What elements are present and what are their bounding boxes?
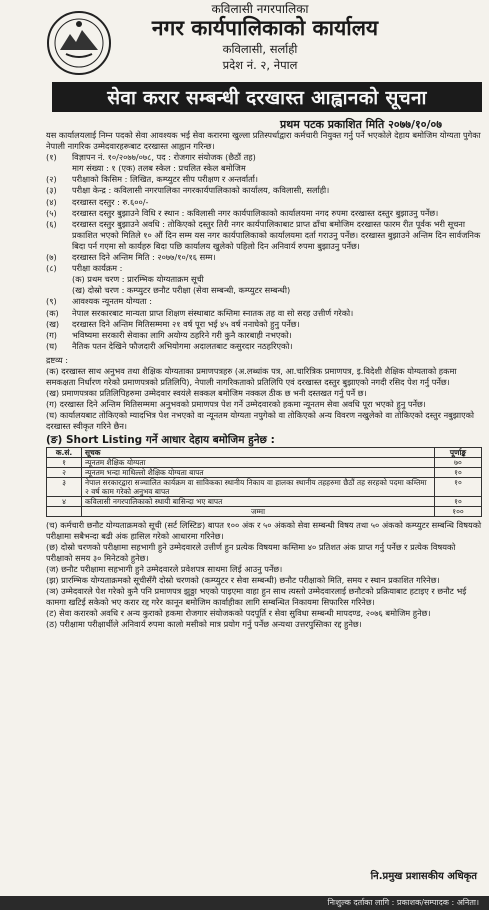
office-title: नगर कार्यपालिकाको कार्यालय	[151, 16, 379, 40]
item-number: (२)	[46, 174, 57, 185]
item-number	[46, 285, 72, 296]
item-number: (४)	[46, 196, 57, 207]
municipality-name: कविलासी नगरपालिका	[211, 2, 309, 16]
note-item: (घ) कार्यालयबाट तोकिएको म्यादभित्र पेश नभएको वा न्यूनतम योग्यता नपुगेको वा तोकिएको अन्य विवरण नखुलेको वा तोकिएको दस्तुर नबुझाएको दरखास्त स्वीकृत गरिने छैन।	[46, 410, 475, 432]
table-row	[47, 457, 482, 467]
list-item	[46, 163, 482, 174]
list-item	[46, 341, 482, 352]
list-item	[46, 197, 482, 208]
table-cell: ४	[47, 496, 82, 506]
table-cell: नेपाल सरकारद्वारा सञ्चालित कार्यक्रम वा साविकका स्थानीय निकाय वा हालका स्थानीय तहहरुमा छैठौं तह सरहको पदमा कम्तिमा २ वर्ष काम गरेको अनुभव बापत	[82, 477, 435, 496]
list-item	[46, 252, 482, 263]
table-header: पूर्णाङ्क	[435, 447, 482, 457]
publish-date: प्रथम पटक प्रकाशित मिति २०७७/१०/०७	[280, 118, 442, 131]
note-item: (ट) सेवा करारको अवधि र अन्य कुराको हकमा रोजगार संयोजकको पदपूर्ति र सेवा सुविधा सम्बन्धी मापदण्ड, २०७६ बमोजिम हुनेछ।	[46, 608, 431, 619]
table-cell: १००	[435, 506, 482, 516]
item-number: (७)	[46, 252, 57, 263]
requirements-list	[46, 152, 482, 352]
item-text: परीक्षाको किसिम : लिखित, कम्प्युटर सीप परीक्षण र अन्तर्वार्ता।	[72, 174, 258, 185]
item-number: (६)	[46, 218, 57, 229]
item-number: (१)	[46, 152, 57, 163]
table-cell	[47, 506, 82, 516]
item-text: आवश्यक न्यूनतम योग्यता :	[72, 296, 152, 307]
table-cell: १०	[435, 467, 482, 477]
item-text: दरखास्त दस्तुर बुझाउने अवधि : तोकिएको दस्तुर तिरी नगर कार्यपालिकाबाट प्राप्त ढाँचा बमोजिम दरखास्त फारम रीत पूर्वक भरी सूचना प्रकाशित भएको मितिले १० औं दिन सम्म यस नगर कार्यपालिकाको कार्यालयमा दर्ता गराउनु पर्नेछ। दरखास्त बुझाउने अन्तिम दिन सार्वजनिक बिदा पर्न गएमा सो कार्यहरु बिदा पछि कार्यालय खुलेको पहिलो दिन अनिवार्य रुपमा बुझाउनु पर्नेछ।	[72, 218, 481, 251]
item-number: (८)	[46, 263, 57, 274]
list-item	[46, 152, 482, 163]
item-text: विज्ञापन नं. १०/२०७७/०७८, पद : रोजगार संयोजक (छैठौं तह)	[72, 152, 256, 163]
shortlist-table	[46, 447, 482, 517]
table-cell: जम्मा	[82, 506, 435, 516]
list-item	[46, 274, 482, 285]
intro-paragraph: यस कार्यालयलाई निम्न पदको सेवा आवश्यक भई सेवा करारमा खुल्ला प्रतिस्पर्धाद्वारा कर्मचारी नियुक्त गर्नु पर्ने भएकोले देहाय बमोजिम योग्यता पुगेका नेपाली नागरिक उम्मेदवारहरूबाट दरखास्त आह्वान गरिन्छ।	[46, 130, 481, 152]
item-text: (क) प्रथम चरण : प्रारम्भिक योग्यताक्रम सूची	[72, 274, 204, 285]
table-cell: ७०	[435, 457, 482, 467]
table-cell: १०	[435, 477, 482, 496]
table-total-row	[47, 506, 482, 516]
item-text: (ख) दोस्रो चरण : कम्प्युटर छनौट परीक्षा (सेवा सम्बन्धी, कम्प्युटर सम्बन्धी)	[72, 285, 291, 296]
item-text: नैतिक पतन देखिने फौजदारी अभियोगमा अदालतबाट कसुरदार नठहरिएको।	[72, 340, 293, 351]
list-item	[46, 208, 482, 219]
item-text: परीक्षा केन्द्र : कविलासी नगरपालिका नगरकार्यपालिकाको कार्यालय, कविलासी, सर्लाही।	[72, 185, 330, 196]
shortlist-title: (ङ) Short Listing गर्ने आधार देहाय बमोजिम हुनेछ :	[46, 433, 275, 446]
item-number: (३)	[46, 185, 57, 196]
notice-banner: सेवा करार सम्बन्धी दरखास्त आह्वानको सूचना	[52, 82, 482, 112]
table-cell: ३	[47, 477, 82, 496]
item-number	[46, 274, 72, 285]
list-item	[46, 219, 482, 252]
item-text: दरखास्त दस्तुर : रु.६००/-	[72, 196, 149, 207]
item-text: माग संख्या : १ (एक) तलब स्केल : प्रचलित स्केल बमोजिम	[72, 163, 246, 174]
table-cell: १०	[435, 496, 482, 506]
note-item: (छ) दोस्रो चरणको परीक्षामा सहभागी हुने उम्मेदवारले उत्तीर्ण हुन प्रत्येक विषयमा कम्तिमा ४० प्रतिशत अंक प्राप्त गर्नु पर्नेछ र प्रत्येक विषयको परीक्षाको समय ३० मिनेटको हुनेछ।	[46, 541, 456, 563]
office-address: कविलासी, सर्लाही	[222, 42, 298, 56]
item-number: (९)	[46, 296, 57, 307]
note-item: (ठ) परीक्षामा परीक्षार्थीले अनिवार्य रुपमा कालो मसीको मात्र प्रयोग गर्नु पर्नेछ अन्यथा उत्तरपुस्तिका रद्द हुनेछ।	[46, 619, 362, 630]
list-item	[46, 296, 482, 307]
item-text: नेपाल सरकारबाट मान्यता प्राप्त शिक्षण संस्थाबाट कम्तिमा स्नातक तह वा सो सरह उत्तीर्ण गरेको।	[72, 307, 354, 318]
note-item: (ख) प्रमाणपत्रका प्रतिलिपिहरुमा उम्मेदवार स्वयंले सक्कल बमोजिम नक्कल ठीक छ भनी दस्तखत गर्नु पर्ने छ।	[46, 388, 367, 399]
table-cell: कविलासी नगरपालिकाको स्थायी बासिन्दा भए बापत	[82, 496, 435, 506]
table-header: सूचक	[82, 447, 435, 457]
list-item	[46, 319, 482, 330]
list-item	[46, 185, 482, 196]
item-number: (घ)	[46, 340, 58, 351]
list-item	[46, 263, 482, 274]
item-text: दरखास्त दिने अन्तिम मितिसम्ममा २१ वर्ष पूरा भई ४५ वर्ष ननाघेको हुनु पर्नेछ।	[72, 318, 300, 329]
item-text: दरखास्त दिने अन्तिम मिति : २०७७/१०/१६ सम्म।	[72, 252, 216, 263]
note-item: (क) दरखास्त साथ अनुभव तथा शैक्षिक योग्यताका प्रमाणपत्रहरु (अ.लब्धांक पत्र, आ.चारित्रिक प्रमाणपत्र, इ.विदेशी शैक्षिक योग्यताको हकमा समकक्षता निर्धारण गरेको प्रमाणपत्रको प्रतिलिपि), नेपाली नागरिकताको प्रतिलिपि एवं दरखास्त दस्तुर बुझाएको नगदी रसिद पेश गर्नु पर्नेछ।	[46, 365, 457, 388]
footer-strip: निःशुल्क दर्ताका लागि : प्रकाशक/सम्पादक : अनिता।	[0, 896, 489, 910]
note-item: (च) कर्मचारी छनौट योग्यताक्रमको सूची (सर्ट लिस्टिङ) बापत १०० अंक र ५० अंकको सेवा सम्बन्धी विषय तथा ५० अंकको कम्प्युटर सम्बन्धि विषयको परीक्षामा सबैभन्दा बढी अंक हासिल गरेको आधारमा गरिनेछ।	[46, 519, 482, 541]
item-number	[46, 163, 72, 174]
item-number: (ख)	[46, 318, 60, 329]
table-header: क.सं.	[47, 447, 82, 457]
list-item	[46, 174, 482, 185]
table-header-row	[47, 447, 482, 457]
notice-body	[46, 130, 482, 631]
item-text: भविष्यमा सरकारी सेवाका लागि अयोग्य ठहरिने गरी कुनै कारबाही नभएको।	[72, 329, 292, 340]
signature-line: नि.प्रमुख प्रशासकीय अधिकृत	[370, 871, 477, 882]
office-province: प्रदेश नं. २, नेपाल	[222, 58, 298, 72]
table-row	[47, 477, 482, 496]
note-item: (ञ) उम्मेदवारले पेश गरेको कुनै पनि प्रमाणपत्र झुठ्ठा भएको पाइएमा वाहा हुन साथ त्यस्तो उम्मेदवारलाई छनौटको प्रक्रियाबाट हटाइए र छनौट भई कामगा खटिई सकेको भए करार रद्द गरेर कानून बमोजिम कार्वाहीका लागि सम्बन्धित निकायमा सिफारिस गरिनेछ।	[46, 586, 467, 608]
table-cell: न्यूनतम भन्दा माथिल्लो शैक्षिक योग्यता बापत	[82, 467, 435, 477]
table-row	[47, 467, 482, 477]
list-item	[46, 285, 482, 296]
item-number: (क)	[46, 307, 59, 318]
item-number: (५)	[46, 207, 57, 218]
nepal-emblem-icon	[46, 10, 112, 76]
list-item	[46, 308, 482, 319]
table-row	[47, 496, 482, 506]
table-cell: १	[47, 457, 82, 467]
note-item: (ग) दरखास्त दिने अन्तिम मितिसम्ममा अनुभवको प्रमाणपत्र पेश गर्ने उम्मेदवारको हकमा न्यूनतम सेवा अवधि पूरा भएको हुनु पर्नेछ।	[46, 399, 426, 410]
notes-title: द्रष्टव्य :	[46, 354, 69, 365]
note-item: (झ) प्रारम्भिक योग्यताक्रमको सूचीसँगै दोस्रो चरणको (कम्प्युटर र सेवा सम्बन्धी) छनौट परीक्षाको मिति, समय र स्थान प्रकाशित गरिनेछ।	[46, 575, 440, 586]
item-number: (ग)	[46, 329, 57, 340]
item-text: दरखास्त दस्तुर बुझाउने विधि र स्थान : कविलासी नगर कार्यपालिकाको कार्यालयमा नगद रुपमा दरखास्त दस्तुर बुझाउनु पर्नेछ।	[72, 207, 439, 218]
table-cell: २	[47, 467, 82, 477]
list-item	[46, 330, 482, 341]
table-cell: न्यूनतम शैक्षिक योग्यता	[82, 457, 435, 467]
note-item: (ज) छनौट परीक्षामा सहभागी हुने उम्मेदवारले प्रवेशपत्र साथमा लिई आउनु पर्नेछ।	[46, 564, 283, 574]
item-text: परीक्षा कार्यक्रम :	[72, 263, 123, 274]
